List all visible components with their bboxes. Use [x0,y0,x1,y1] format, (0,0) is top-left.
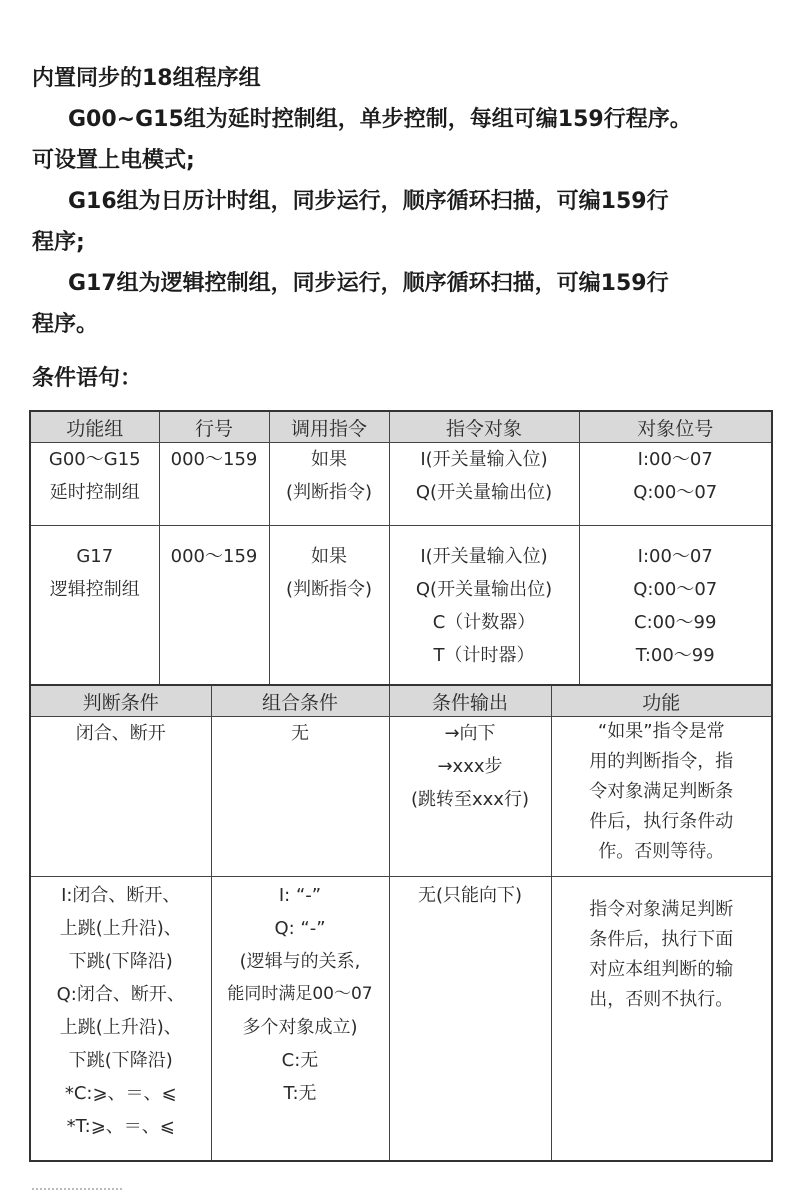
cell-line: 000～159 [170,449,258,470]
cell-line: 闭合、断开 [75,723,166,744]
intro-line: G16组为日历计时组，同步运行，顺序循环扫描，可编159行 [68,189,669,214]
cell-line: 如果 [311,546,347,567]
cell-line: 000～159 [170,546,258,567]
intro-text [32,58,762,345]
group-cell [30,443,159,526]
cell-line: Q: “-” [274,918,326,939]
table-header-row [30,411,772,443]
lines-cell [159,526,269,685]
table-header-row [30,685,772,717]
cell-line: (逻辑与的关系, [239,951,361,972]
cell-line: 如果 [311,449,347,470]
output-cell [389,717,551,877]
condition-table [29,684,773,1162]
cell-line: C（计数器） [432,612,536,633]
cell-line: I(开关量输入位) [420,546,548,567]
cell-line: 多个对象成立) [242,1017,358,1038]
table-row [30,443,772,526]
cell-line: 延时控制组 [49,482,140,503]
column-header: 功能组 [30,411,159,443]
call-cell [269,443,389,526]
cell-line: 下跳(下降沿) [68,1050,173,1071]
cell-line: I:00～07 [637,546,713,567]
cell-line: I: “-” [278,885,322,906]
instruction-table [29,410,773,686]
cell-line: T:00～99 [635,645,715,666]
cell-line: (判断指令) [285,579,373,600]
cell-line: 无 [291,723,309,744]
cell-line: I:00～07 [637,449,713,470]
cell-line: 能同时满足00～07 [227,984,373,1004]
cell-line: 件后，执行条件动 [589,811,734,832]
intro-line: G17组为逻辑控制组，同步运行，顺序循环扫描，可编159行 [68,271,669,296]
function-cell [551,877,772,1161]
intro-line: 可设置上电模式; [32,148,195,173]
cell-line: Q:闭合、断开、 [56,984,185,1005]
cell-line: (判断指令) [285,482,373,503]
intro-line: G00~G15组为延时控制组，单步控制，每组可编159行程序。 [68,107,692,132]
group-cell [30,526,159,685]
column-header: 条件输出 [389,685,551,717]
column-header: 调用指令 [269,411,389,443]
numbers-cell [579,526,772,685]
cell-line: I(开关量输入位) [420,449,548,470]
cell-line: 令对象满足判断条 [589,781,734,802]
cell-line: C:00～99 [634,612,717,633]
cell-line: 用的判断指令，指 [589,751,734,772]
column-header: 对象位号 [579,411,772,443]
intro-line: 内置同步的18组程序组 [32,66,261,91]
cell-line: *T:⩾、＝、⩽ [66,1116,175,1137]
cell-line: 指令对象满足判断 [589,899,734,920]
cell-line: 下跳(下降沿) [68,951,173,972]
cell-line: C:无 [281,1050,319,1071]
cell-line: 对应本组判断的输 [589,959,734,980]
cell-line: “如果”指令是常 [597,721,725,742]
cell-line: Q(开关量输出位) [415,579,553,600]
cropped-text-fragment [32,1188,122,1198]
cell-line: T:无 [283,1083,317,1104]
lines-cell [159,443,269,526]
cell-line: I:闭合、断开、 [61,885,181,906]
objects-cell [389,526,579,685]
cell-line: →向下 [444,723,496,744]
cell-line: 出，否则不执行。 [589,989,734,1010]
cell-line: Q:00～07 [633,482,718,503]
table-row [30,877,772,1161]
intro-line: 程序。 [32,312,99,337]
cell-line: G17 [76,546,114,567]
cell-line: G00～G15 [48,449,141,470]
table-row [30,526,772,685]
cell-line: T（计时器） [433,645,535,666]
numbers-cell [579,443,772,526]
section-title: 条件语句： [32,366,143,391]
cell-line: Q:00～07 [633,579,718,600]
call-cell [269,526,389,685]
cell-line: Q(开关量输出位) [415,482,553,503]
cell-line: 逻辑控制组 [49,579,140,600]
column-header: 判断条件 [30,685,211,717]
combo-cell [211,877,389,1161]
cell-line: 无(只能向下) [417,885,523,906]
cell-line: 条件后，执行下面 [589,929,734,950]
cell-line: →xxx步 [437,756,503,777]
cell-line: 上跳(上升沿)、 [59,1017,182,1038]
cell-line: 作。否则等待。 [598,841,725,862]
condition-cell [30,717,211,877]
intro-line: 程序; [32,230,85,255]
table-row [30,717,772,877]
cell-line: 上跳(上升沿)、 [59,918,182,939]
function-cell [551,717,772,877]
combo-cell [211,717,389,877]
column-header: 行号 [159,411,269,443]
cell-line: (跳转至xxx行) [410,789,529,810]
column-header: 指令对象 [389,411,579,443]
column-header: 功能 [551,685,772,717]
cell-line: *C:⩾、＝、⩽ [64,1083,177,1104]
objects-cell [389,443,579,526]
column-header: 组合条件 [211,685,389,717]
condition-cell [30,877,211,1161]
output-cell [389,877,551,1161]
